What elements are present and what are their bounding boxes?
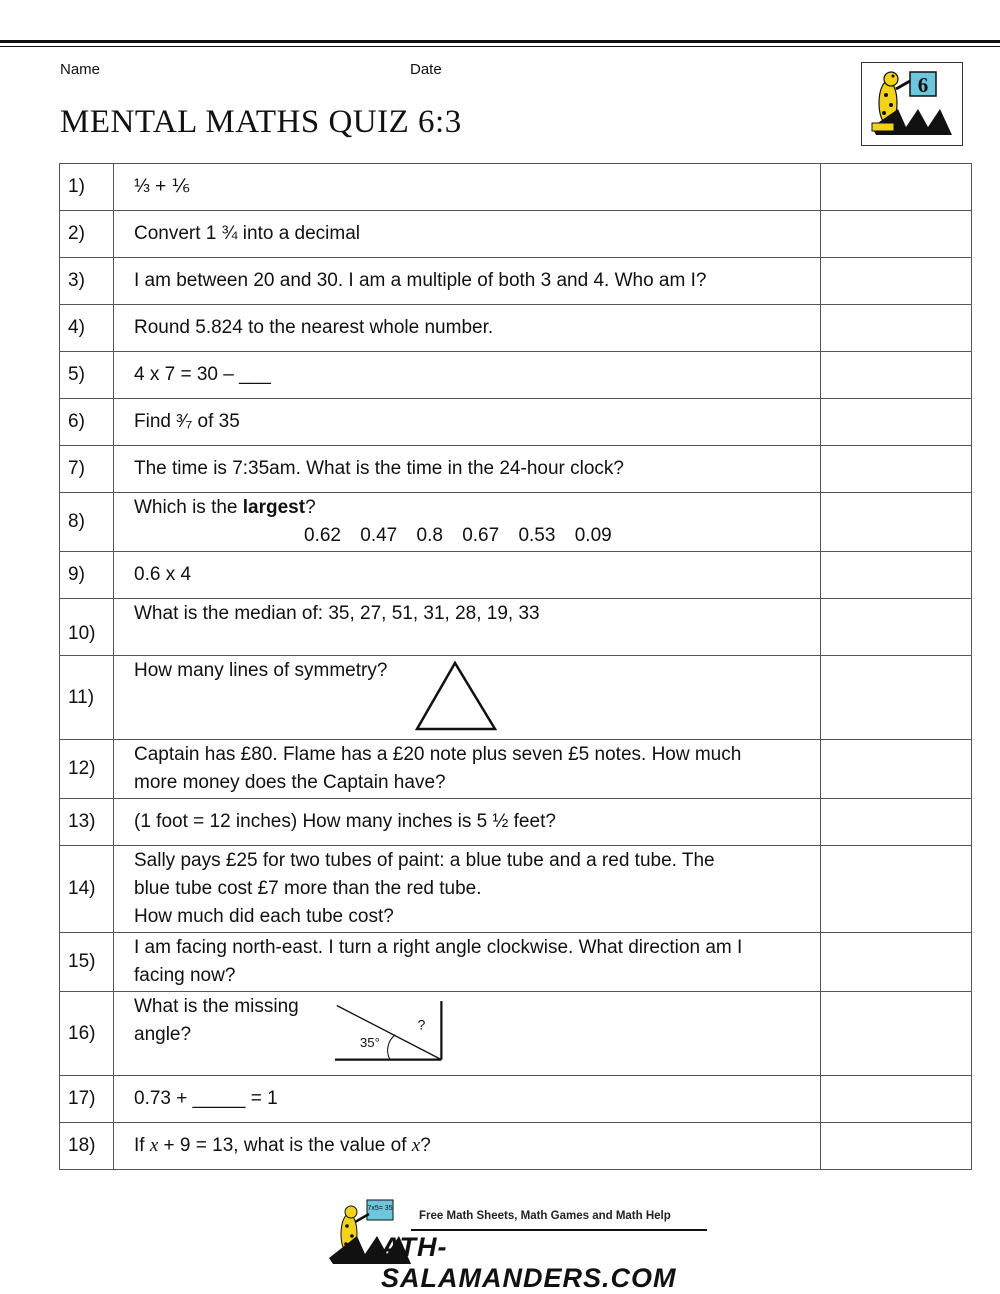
question-row	[60, 552, 972, 599]
question-number: 9)	[60, 552, 114, 599]
answer-cell[interactable]	[821, 399, 972, 446]
question-text: I am between 20 and 30. I am a multiple of both 3 and 4. Who am I?	[114, 258, 821, 305]
answer-cell[interactable]	[821, 656, 972, 740]
unknown-angle-label: ?	[417, 1017, 426, 1034]
question-row	[60, 740, 972, 799]
question-row	[60, 846, 972, 933]
question-text: 4 x 7 = 30 – ___	[114, 352, 821, 399]
question-text: The time is 7:35am. What is the time in the 24-hour clock?	[114, 446, 821, 493]
question-row	[60, 258, 972, 305]
question-number: 11)	[60, 656, 114, 740]
answer-cell[interactable]	[821, 552, 972, 599]
question-text	[114, 493, 821, 552]
question-number: 6)	[60, 399, 114, 446]
question-row	[60, 446, 972, 493]
question-row	[60, 599, 972, 656]
angle-label: 35°	[360, 1035, 381, 1051]
answer-cell[interactable]	[821, 846, 972, 933]
question-suffix: ?	[305, 497, 316, 518]
question-text: (1 foot = 12 inches) How many inches is 5 ½ feet?	[114, 799, 821, 846]
answer-cell[interactable]	[821, 1123, 972, 1170]
question-text: If x + 9 = 13, what is the value of x?	[114, 1123, 821, 1170]
footer-divider	[411, 1229, 707, 1231]
answer-cell[interactable]	[821, 493, 972, 552]
question-row	[60, 164, 972, 211]
svg-text:7x5= 35: 7x5= 35	[367, 1205, 393, 1212]
question-number: 14)	[60, 846, 114, 933]
answer-cell[interactable]	[821, 933, 972, 992]
question-number: 5)	[60, 352, 114, 399]
triangle-icon	[413, 657, 819, 733]
question-number: 13)	[60, 799, 114, 846]
answer-cell[interactable]	[821, 305, 972, 352]
question-text: What is the missing angle?	[134, 996, 299, 1045]
question-row	[60, 799, 972, 846]
question-text-line: more money does the Captain have?	[134, 772, 446, 793]
salamander-logo-icon	[862, 63, 962, 145]
answer-cell[interactable]	[821, 740, 972, 799]
question-text: Convert 1 ¾ into a decimal	[114, 211, 821, 258]
question-text: How many lines of symmetry?	[134, 660, 388, 681]
answer-cell[interactable]	[821, 1076, 972, 1123]
question-row	[60, 1076, 972, 1123]
question-text-line: How much did each tube cost?	[134, 906, 394, 927]
footer-tagline: Free Math Sheets, Math Games and Math Help	[419, 1210, 671, 1222]
header-rule-thick	[0, 40, 1000, 43]
answer-cell[interactable]	[821, 992, 972, 1076]
date-label: Date	[410, 61, 442, 78]
question-number: 3)	[60, 258, 114, 305]
question-number: 12)	[60, 740, 114, 799]
answer-cell[interactable]	[821, 599, 972, 656]
question-number: 2)	[60, 211, 114, 258]
question-text: Find ³⁄₇ of 35	[114, 399, 821, 446]
question-row	[60, 305, 972, 352]
question-row	[60, 656, 972, 740]
question-text-line: Sally pays £25 for two tubes of paint: a blue tube and a red tube. The	[134, 850, 715, 871]
footer-logo	[325, 1196, 710, 1293]
name-label: Name	[60, 61, 101, 78]
question-text-line: blue tube cost £7 more than the red tube.	[134, 878, 482, 899]
question-number: 4)	[60, 305, 114, 352]
question-number: 15)	[60, 933, 114, 992]
question-text-line: facing now?	[134, 965, 236, 986]
answer-cell[interactable]	[821, 164, 972, 211]
question-row	[60, 352, 972, 399]
question-number: 17)	[60, 1076, 114, 1123]
grade-logo	[861, 62, 963, 146]
question-prefix: Which is the	[134, 497, 243, 518]
question-row	[60, 211, 972, 258]
question-number: 7)	[60, 446, 114, 493]
question-number: 8)	[60, 493, 114, 552]
question-row	[60, 399, 972, 446]
footer-site-name[interactable]: ATH-SALAMANDERS.COM	[381, 1232, 677, 1293]
question-text: 0.73 + _____ = 1	[114, 1076, 821, 1123]
answer-cell[interactable]	[821, 799, 972, 846]
question-number: 18)	[60, 1123, 114, 1170]
question-text: Round 5.824 to the nearest whole number.	[114, 305, 821, 352]
question-text-line: Captain has £80. Flame has a £20 note plus seven £5 notes. How much	[134, 744, 742, 765]
question-row	[60, 992, 972, 1076]
quiz-table	[59, 163, 972, 1170]
page-title: MENTAL MATHS QUIZ 6:3	[60, 104, 462, 140]
answer-cell[interactable]	[821, 446, 972, 493]
answer-cell[interactable]	[821, 352, 972, 399]
question-emphasis: largest	[242, 497, 306, 518]
header-rule-thin	[0, 46, 1000, 47]
question-number: 1)	[60, 164, 114, 211]
question-text: ⅓ + ⅙	[114, 164, 821, 211]
question-number: 10)	[60, 599, 114, 656]
question-row	[60, 493, 972, 552]
question-row	[60, 933, 972, 992]
answer-cell[interactable]	[821, 211, 972, 258]
svg-text:6: 6	[917, 73, 929, 97]
question-number: 16)	[60, 992, 114, 1076]
answer-options: 0.62 0.47 0.8 0.67 0.53 0.09	[304, 525, 612, 546]
question-text-line: I am facing north-east. I turn a right angle clockwise. What direction am I	[134, 937, 743, 958]
angle-diagram-icon	[335, 993, 819, 1069]
question-text: 0.6 x 4	[114, 552, 821, 599]
question-text: What is the median of: 35, 27, 51, 31, 28, 19, 33	[114, 599, 821, 656]
question-row	[60, 1123, 972, 1170]
answer-cell[interactable]	[821, 258, 972, 305]
